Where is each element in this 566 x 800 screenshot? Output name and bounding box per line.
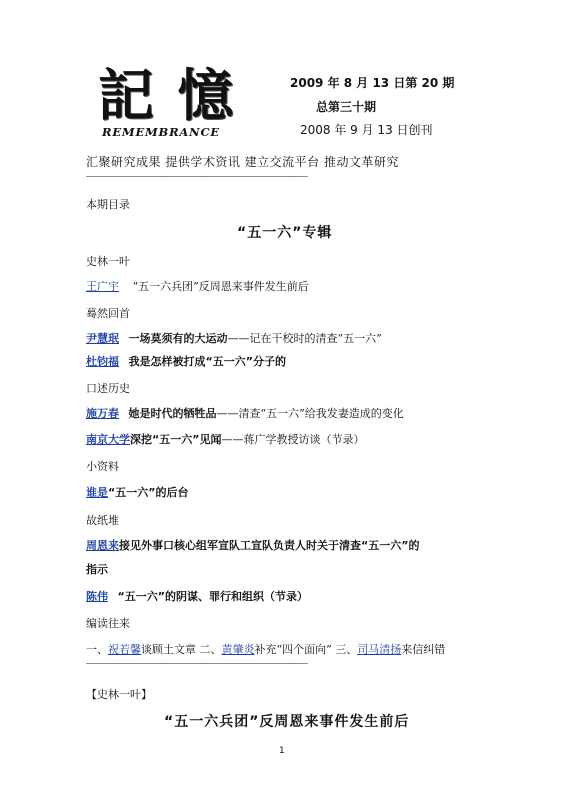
issue-date-line: 2009 年 8 月 13 日第 20 期 [290, 76, 455, 90]
author-link[interactable]: 王广宇 [86, 280, 119, 293]
section-label-archives: 故纸堆 [86, 514, 119, 527]
special-issue-title: “五一六”专辑 [237, 225, 333, 241]
entry-subtitle: ——记在干校时的清查“五一六” [227, 332, 382, 345]
section-label-shilin: 史林一叶 [86, 255, 130, 268]
toc-entry[interactable] [86, 353, 286, 369]
masthead-subtitle: REMEMBRANCE [102, 125, 220, 139]
letters-line [86, 641, 445, 657]
issue-total-number: 总第三十期 [316, 100, 377, 114]
entry-title: “五一六”的后台 [108, 486, 189, 499]
divider-bottom: —————————————————————————————————————————————————— [86, 659, 307, 669]
letters-prefix: 一、 [86, 643, 108, 656]
entry-title: 一场莫须有的大运动 [128, 332, 228, 345]
author-link[interactable]: 尹慧珉 [86, 332, 119, 345]
divider-top: —————————————————————————————————————————————————— [86, 172, 307, 182]
entry-title: “五一六”的阴谋、罪行和组织（节录） [117, 590, 308, 603]
section-tag: 【史林一叶】 [86, 688, 152, 701]
toc-entry[interactable] [86, 278, 309, 294]
entry-title: 深挖“五一六”见闻 [130, 433, 222, 446]
letters-text: 来信纠错 [401, 643, 446, 656]
masthead-logo [98, 63, 238, 142]
author-link[interactable]: 黄肇炎 [221, 643, 255, 656]
author-link[interactable]: 司马清扬 [357, 643, 402, 656]
section-label-oral-history: 口述历史 [86, 382, 130, 395]
toc-entry[interactable] [86, 431, 364, 447]
toc-entry[interactable] [86, 588, 308, 604]
section-label-materials: 小资料 [86, 460, 119, 473]
page-number: 1 [279, 746, 285, 756]
author-link[interactable]: 杜钧福 [86, 355, 119, 368]
author-link[interactable]: 周恩来 [86, 539, 119, 552]
author-link[interactable]: 陈伟 [86, 590, 108, 603]
slogan: 汇聚研究成果 提供学术资讯 建立交流平台 推动文革研究 [86, 155, 399, 169]
author-link[interactable]: 南京大学 [86, 433, 130, 446]
entry-subtitle: ——清查“五一六”给我发妻造成的变化 [216, 407, 404, 420]
letters-text: 补充“四个面向” 三、 [254, 643, 358, 656]
section-label-letters: 编读往来 [86, 617, 130, 630]
entry-title: 她是时代的牺牲品 [128, 407, 217, 420]
masthead-title: 記 憶 [98, 63, 236, 129]
entry-title: “五一六兵团”反周恩来事件发生前后 [132, 280, 309, 293]
entry-subtitle: ——蒋广学教授访谈（节录） [221, 433, 365, 446]
toc-heading: 本期目录 [86, 198, 130, 211]
toc-entry[interactable] [86, 330, 382, 346]
founded-date: 2008 年 9 月 13 日创刊 [300, 123, 433, 137]
author-link[interactable]: 祝若馨 [108, 643, 141, 656]
entry-title: 我是怎样被打成“五一六”分子的 [128, 355, 286, 368]
letters-text: 谈顾土文章 二、 [141, 643, 222, 656]
toc-entry[interactable] [86, 537, 419, 553]
author-link[interactable]: 谁是 [86, 486, 108, 499]
entry-title-continued: 指示 [86, 563, 108, 576]
article-title: “五一六兵团”反周恩来事件发生前后 [164, 714, 410, 730]
author-link[interactable]: 施万春 [86, 407, 119, 420]
entry-title: 接见外事口核心组军宣队工宣队负责人时关于清查“五一六”的 [119, 539, 420, 552]
section-label-moran: 蓦然回首 [86, 307, 130, 320]
toc-entry[interactable] [86, 405, 404, 421]
toc-entry[interactable] [86, 484, 188, 500]
